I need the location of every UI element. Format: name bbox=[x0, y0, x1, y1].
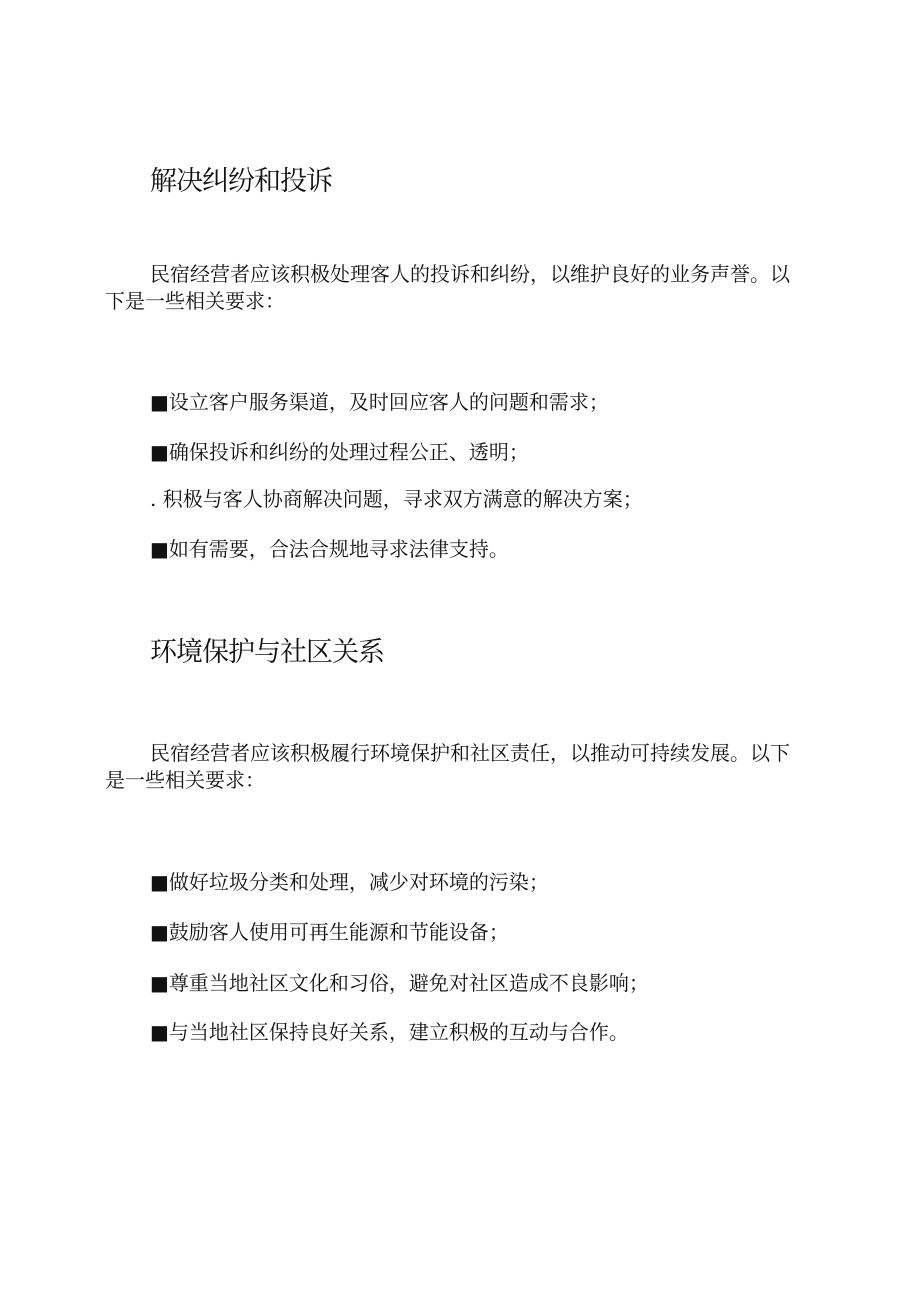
list-item: ■设立客户服务渠道，及时回应客人的问题和需求； bbox=[150, 390, 609, 414]
section-heading-dispute-resolution: 解决纠纷和投诉 bbox=[150, 166, 332, 197]
list-item: ■确保投诉和纠纷的处理过程公正、透明； bbox=[150, 440, 529, 464]
list-item: ■鼓励客人使用可再生能源和节能设备； bbox=[150, 920, 509, 944]
list-item: ■如有需要，合法合规地寻求法律支持。 bbox=[150, 537, 509, 561]
section-paragraph-environment-community: 民宿经营者应该积极履行环境保护和社区责任，以推动可持续发展。以下是一些相关要求： bbox=[105, 741, 790, 792]
list-item: ■做好垃圾分类和处理，减少对环境的污染； bbox=[150, 870, 549, 894]
section-paragraph-dispute-resolution: 民宿经营者应该积极处理客人的投诉和纠纷，以维护良好的业务声誉。以下是一些相关要求： bbox=[105, 262, 790, 313]
list-item: ■尊重当地社区文化和习俗，避免对社区造成不良影响； bbox=[150, 971, 649, 995]
list-item: ■与当地社区保持良好关系，建立积极的互动与合作。 bbox=[150, 1020, 629, 1044]
list-item: . 积极与客人协商解决问题，寻求双方满意的解决方案； bbox=[150, 487, 643, 511]
section-heading-environment-community: 环境保护与社区关系 bbox=[150, 637, 384, 668]
